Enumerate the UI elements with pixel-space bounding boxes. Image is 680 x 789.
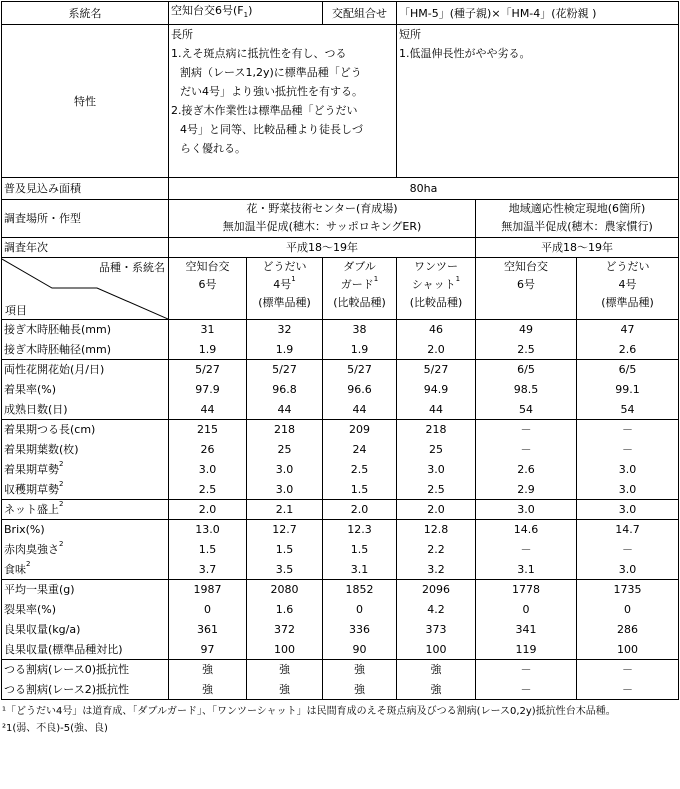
- corner-top: 品種・系統名: [99, 261, 165, 275]
- value-cell: 24: [323, 440, 397, 460]
- row-label: 接ぎ木時胚軸長(mm): [2, 320, 169, 340]
- value-cell: 97: [169, 640, 247, 660]
- table-row: [2, 600, 679, 620]
- demerits-cell: [397, 25, 679, 178]
- value-cell: 100: [247, 640, 323, 660]
- value-cell: 100: [577, 640, 679, 660]
- value-cell: 3.1: [323, 560, 397, 580]
- table-row: [2, 420, 679, 440]
- value-cell: 1735: [577, 580, 679, 600]
- row-label: 着果率(%): [2, 380, 169, 400]
- value-cell: 98.5: [476, 380, 577, 400]
- value-cell: －: [577, 420, 679, 440]
- value-cell: 46: [397, 320, 476, 340]
- footnote: ¹「どうだい4号」は道育成、「ダブルガード」、「ワンツーシャット」は民間育成のえそ斑点病及びつる割病(レース0,2y)抵抗性台木品種。: [2, 706, 616, 718]
- row-label: 両性花開花始(月/日): [2, 360, 169, 380]
- value-cell: 336: [323, 620, 397, 640]
- table-row: [2, 500, 679, 520]
- value-cell: 2.9: [476, 480, 577, 500]
- value-cell: 3.0: [397, 460, 476, 480]
- value-cell: －: [577, 660, 679, 680]
- merit-line: らく優れる。: [180, 142, 246, 156]
- value-cell: 2.0: [323, 500, 397, 520]
- value-cell: 強: [323, 680, 397, 700]
- value-cell: 2.2: [397, 540, 476, 560]
- value-cell: 強: [323, 660, 397, 680]
- value-cell: －: [476, 540, 577, 560]
- value-cell: 3.1: [476, 560, 577, 580]
- value-cell: 2080: [247, 580, 323, 600]
- value-cell: 14.7: [577, 520, 679, 540]
- value-cell: 3.0: [577, 460, 679, 480]
- value-cell: 90: [323, 640, 397, 660]
- value-cell: 強: [247, 660, 323, 680]
- value-cell: 209: [323, 420, 397, 440]
- value-cell: 0: [476, 600, 577, 620]
- value-cell: 2.1: [247, 500, 323, 520]
- value-cell: 2.6: [476, 460, 577, 480]
- value-cell: 1.5: [323, 480, 397, 500]
- value-cell: 13.0: [169, 520, 247, 540]
- value-cell: 2.5: [476, 340, 577, 360]
- merits-title: 長所: [171, 28, 193, 42]
- value-cell: 3.0: [577, 480, 679, 500]
- variety-col: ワンツー シャット$^1$ (比較品種): [397, 258, 476, 320]
- value-cell: 38: [323, 320, 397, 340]
- variety-col: ダブル ガード$^1$ (比較品種): [323, 258, 397, 320]
- value-cell: 47: [577, 320, 679, 340]
- data-rows: [2, 320, 679, 700]
- strain-name-label: 系統名: [2, 2, 169, 25]
- strain-name: 空知台交6号$(F_1)$: [169, 2, 323, 25]
- value-cell: 2.6: [577, 340, 679, 360]
- value-cell: 44: [169, 400, 247, 420]
- value-cell: 96.6: [323, 380, 397, 400]
- variety-table: [1, 1, 679, 700]
- table-row: [2, 360, 679, 380]
- row-label: 裂果率(%): [2, 600, 169, 620]
- value-cell: 5/27: [169, 360, 247, 380]
- year-b: 平成18～19年: [476, 238, 679, 258]
- row-label: 平均一果重(g): [2, 580, 169, 600]
- table-row: [2, 460, 679, 480]
- value-cell: 2096: [397, 580, 476, 600]
- value-cell: 1852: [323, 580, 397, 600]
- value-cell: －: [476, 660, 577, 680]
- table-row: [2, 440, 679, 460]
- value-cell: 44: [247, 400, 323, 420]
- merit-line: 1.えそ斑点病に抵抗性を有し、つる: [171, 47, 347, 61]
- value-cell: 3.0: [476, 500, 577, 520]
- year-a: 平成18～19年: [169, 238, 476, 258]
- area-value: 80ha: [169, 178, 679, 200]
- value-cell: 341: [476, 620, 577, 640]
- value-cell: 2.0: [397, 500, 476, 520]
- value-cell: 32: [247, 320, 323, 340]
- value-cell: 5/27: [397, 360, 476, 380]
- corner-cell: [2, 258, 169, 320]
- table-row: [2, 340, 679, 360]
- value-cell: 3.5: [247, 560, 323, 580]
- row-label: つる割病(レース2)抵抗性: [2, 680, 169, 700]
- value-cell: 6/5: [476, 360, 577, 380]
- value-cell: 1.5: [169, 540, 247, 560]
- table-row: [2, 680, 679, 700]
- value-cell: 25: [247, 440, 323, 460]
- value-cell: 372: [247, 620, 323, 640]
- merit-line: 割病（レース1,2y)に標準品種「どう: [180, 66, 362, 80]
- table-row: [2, 620, 679, 640]
- value-cell: 1.9: [247, 340, 323, 360]
- table-row: [2, 520, 679, 540]
- value-cell: 3.2: [397, 560, 476, 580]
- value-cell: 3.0: [577, 500, 679, 520]
- value-cell: 26: [169, 440, 247, 460]
- value-cell: 1.5: [247, 540, 323, 560]
- row-label: 赤肉臭強さ$^2$: [2, 540, 169, 560]
- demerits-title: 短所: [399, 28, 422, 42]
- value-cell: 49: [476, 320, 577, 340]
- value-cell: 99.1: [577, 380, 679, 400]
- value-cell: 12.3: [323, 520, 397, 540]
- value-cell: 119: [476, 640, 577, 660]
- value-cell: 215: [169, 420, 247, 440]
- value-cell: 3.7: [169, 560, 247, 580]
- value-cell: 5/27: [323, 360, 397, 380]
- value-cell: 94.9: [397, 380, 476, 400]
- merit-line: 4号」と同等、比較品種より徒長しづ: [180, 123, 363, 137]
- value-cell: 強: [247, 680, 323, 700]
- table-row: [2, 480, 679, 500]
- row-label: 収穫期草勢$^2$: [2, 480, 169, 500]
- table-row: [2, 380, 679, 400]
- value-cell: 1.9: [323, 340, 397, 360]
- value-cell: 0: [323, 600, 397, 620]
- row-label: 着果期葉数(枚): [2, 440, 169, 460]
- value-cell: 3.0: [247, 460, 323, 480]
- site-b: 地域適応性検定現地(6箇所) 無加温半促成(穂木：農家慣行): [476, 200, 679, 238]
- merit-line: 2.接ぎ木作業性は標準品種「どうだい: [171, 104, 358, 118]
- value-cell: 0: [577, 600, 679, 620]
- value-cell: 4.2: [397, 600, 476, 620]
- row-label: 着果期つる長(cm): [2, 420, 169, 440]
- table-row: [2, 580, 679, 600]
- value-cell: 1.6: [247, 600, 323, 620]
- row-label: 接ぎ木時胚軸径(mm): [2, 340, 169, 360]
- table-row: [2, 540, 679, 560]
- table-row: [2, 400, 679, 420]
- value-cell: 14.6: [476, 520, 577, 540]
- variety-report-sheet: [0, 1, 680, 789]
- table-row: [2, 660, 679, 680]
- value-cell: 96.8: [247, 380, 323, 400]
- year-label: 調査年次: [2, 238, 169, 258]
- value-cell: －: [577, 680, 679, 700]
- value-cell: 5/27: [247, 360, 323, 380]
- value-cell: 2.0: [397, 340, 476, 360]
- table-row: [2, 560, 679, 580]
- value-cell: 6/5: [577, 360, 679, 380]
- variety-col: どうだい 4号 (標準品種): [577, 258, 679, 320]
- value-cell: 強: [397, 660, 476, 680]
- value-cell: 強: [169, 660, 247, 680]
- value-cell: 54: [476, 400, 577, 420]
- row-label: 成熟日数(日): [2, 400, 169, 420]
- value-cell: 3.0: [577, 560, 679, 580]
- value-cell: 2.5: [323, 460, 397, 480]
- value-cell: 286: [577, 620, 679, 640]
- value-cell: 1778: [476, 580, 577, 600]
- value-cell: 0: [169, 600, 247, 620]
- merits-cell: [169, 25, 397, 178]
- value-cell: 44: [323, 400, 397, 420]
- value-cell: 1.5: [323, 540, 397, 560]
- variety-col: 空知台交 6号: [476, 258, 577, 320]
- traits-label: 特性: [2, 25, 169, 178]
- row-label: Brix(%): [2, 520, 169, 540]
- value-cell: 1987: [169, 580, 247, 600]
- table-row: [2, 320, 679, 340]
- value-cell: －: [476, 420, 577, 440]
- value-cell: 361: [169, 620, 247, 640]
- value-cell: 3.0: [247, 480, 323, 500]
- site-a: 花・野菜技術センター(育成場) 無加温半促成(穂木：サッポロキングER): [169, 200, 476, 238]
- demerit-line: 1.低温伸長性がやや劣る。: [399, 47, 531, 61]
- value-cell: 強: [397, 680, 476, 700]
- value-cell: 373: [397, 620, 476, 640]
- value-cell: 100: [397, 640, 476, 660]
- value-cell: 12.7: [247, 520, 323, 540]
- value-cell: －: [476, 680, 577, 700]
- merit-line: だい4号」より強い抵抗性を有する。: [180, 85, 363, 99]
- value-cell: 54: [577, 400, 679, 420]
- value-cell: 44: [397, 400, 476, 420]
- value-cell: －: [476, 440, 577, 460]
- cross-label: 交配組合せ: [323, 2, 397, 25]
- value-cell: 強: [169, 680, 247, 700]
- value-cell: 2.0: [169, 500, 247, 520]
- value-cell: －: [577, 440, 679, 460]
- table-row: [2, 640, 679, 660]
- row-label: 食味$^2$: [2, 560, 169, 580]
- row-label: 良果収量(標準品種対比): [2, 640, 169, 660]
- footnote: ²1(弱、不良)-5(強、良): [2, 723, 108, 735]
- value-cell: 3.0: [169, 460, 247, 480]
- value-cell: 97.9: [169, 380, 247, 400]
- value-cell: 25: [397, 440, 476, 460]
- row-label: 良果収量(kg/a): [2, 620, 169, 640]
- row-label: 着果期草勢$^2$: [2, 460, 169, 480]
- variety-col: 空知台交 6号: [169, 258, 247, 320]
- area-label: 普及見込み面積: [2, 178, 169, 200]
- variety-col: どうだい 4号$^1$ (標準品種): [247, 258, 323, 320]
- value-cell: 1.9: [169, 340, 247, 360]
- value-cell: －: [577, 540, 679, 560]
- cross-value: 「HM-5」(種子親)×「HM-4」(花粉親 ): [397, 2, 679, 25]
- value-cell: 31: [169, 320, 247, 340]
- corner-bottom: 項目: [5, 304, 27, 318]
- value-cell: 2.5: [397, 480, 476, 500]
- site-label: 調査場所・作型: [2, 200, 169, 238]
- value-cell: 218: [397, 420, 476, 440]
- value-cell: 218: [247, 420, 323, 440]
- row-label: つる割病(レース0)抵抗性: [2, 660, 169, 680]
- value-cell: 12.8: [397, 520, 476, 540]
- row-label: ネット盛上$^2$: [2, 500, 169, 520]
- value-cell: 2.5: [169, 480, 247, 500]
